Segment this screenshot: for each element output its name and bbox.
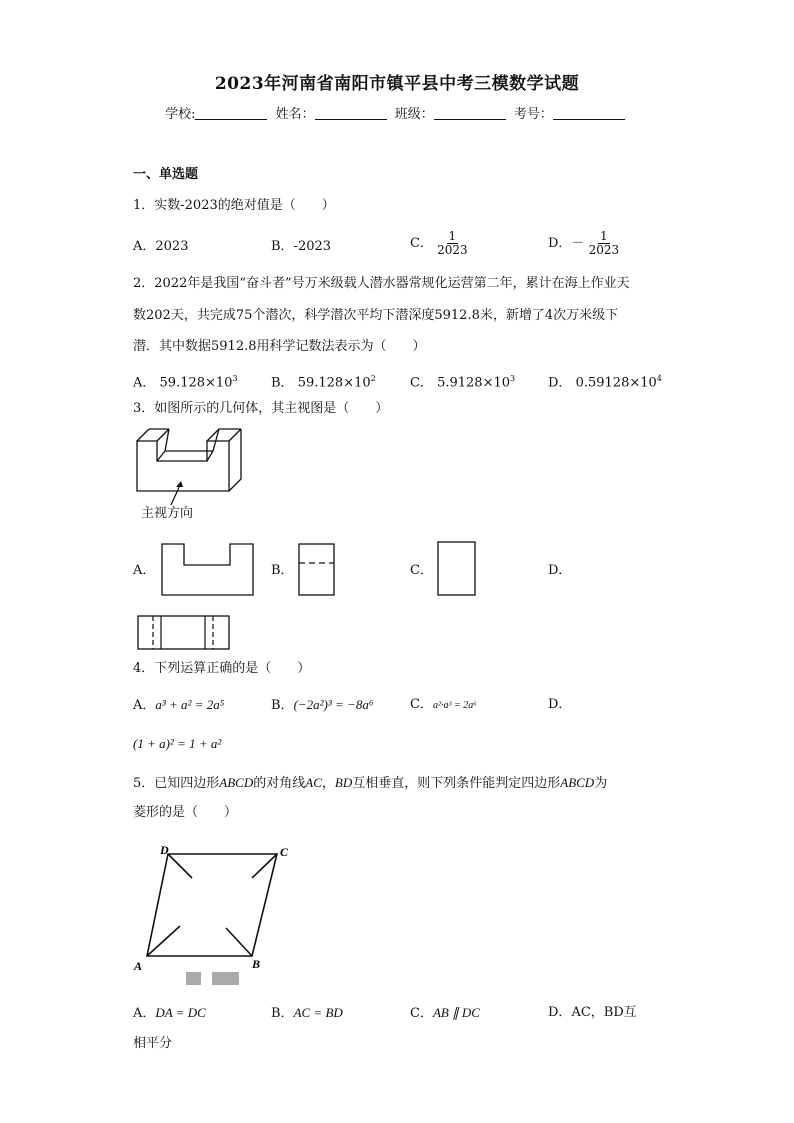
- q5-abcd-2: ABCD: [560, 775, 595, 790]
- school-blank[interactable]: [195, 107, 267, 120]
- q5-gray-block-2: [212, 972, 239, 985]
- q5-abcd: ABCD: [219, 775, 254, 790]
- q3-option-c-figure[interactable]: [437, 541, 477, 597]
- q3-option-c-label: C．: [410, 563, 433, 578]
- q5-option-c: [410, 1003, 480, 1024]
- q4-a-expression: a³ + a² = 2a⁵: [155, 697, 225, 712]
- q4-stem: 4．下列运算正确的是（ ）: [133, 661, 311, 676]
- q1-d-den: 2023: [588, 243, 620, 257]
- q2-line2: 数202天，共完成75个潜次，科学潜次平均下潜深度5912.8米，新增了4次万米级下: [133, 308, 619, 323]
- q4-c-prefix: C．: [410, 697, 433, 712]
- section-title: 一、单选题: [133, 167, 199, 182]
- q5-text-d: 为: [594, 776, 608, 791]
- q1-d-num: 1: [600, 229, 608, 243]
- q5-a-prefix: A．: [133, 1006, 156, 1021]
- q5-b-expression: AC = BD: [293, 1005, 343, 1020]
- q5-label-d: D: [160, 843, 169, 857]
- q5-text-b: 的对角线: [253, 776, 306, 791]
- q5-rhombus-figure: [130, 840, 290, 980]
- q2-c-value: 5.9128×10: [437, 375, 511, 391]
- q3-option-b-label: B．: [271, 563, 294, 578]
- q1-stem: 1．实数-2023的绝对值是（ ）: [133, 198, 335, 213]
- q2-b-exponent: 2: [370, 374, 376, 383]
- q3-option-d-label: D．: [548, 563, 572, 578]
- q5-d-prefix: D．: [548, 1005, 572, 1020]
- q5-bd: BD: [334, 775, 353, 790]
- q4-a-prefix: A．: [133, 698, 156, 713]
- q2-c-exponent: 3: [510, 374, 516, 383]
- q3-option-a-figure[interactable]: [161, 543, 255, 597]
- q3-option-a-label: A．: [133, 563, 156, 578]
- q3-option-d-figure[interactable]: [137, 615, 231, 651]
- q5-text-c: 互相垂直，则下列条件能判定四边形: [352, 776, 561, 791]
- q3-view-direction-label: 主视方向: [141, 506, 194, 521]
- q4-option-b: [271, 695, 373, 716]
- q4-option-d-expression: [133, 734, 221, 755]
- q2-d-value: 0.59128×10: [575, 375, 657, 391]
- q4-option-a: [133, 695, 224, 716]
- class-blank[interactable]: [434, 107, 506, 120]
- q5-option-d-continued: 相平分: [133, 1036, 173, 1051]
- q1-d-fraction: [589, 230, 620, 257]
- q2-line3: 潜．其中数据5912.8用科学记数法表示为（ ）: [133, 339, 426, 354]
- q2-b-value: 59.128×10: [297, 375, 371, 391]
- q1-c-den: 2023: [437, 243, 468, 257]
- q2-option-c: [410, 369, 515, 393]
- q1-c-prefix: C．: [410, 236, 433, 251]
- q2-line1: 2．2022年是我国“奋斗者”号万米级载人潜水器常规化运营第二年，累计在海上作业天: [133, 276, 630, 291]
- page-title: 2023年河南省南阳市镇平县中考三模数学试题: [214, 74, 580, 94]
- q5-d-expression: AC，BD互: [571, 1005, 637, 1020]
- number-blank[interactable]: [553, 107, 625, 120]
- q5-a-expression: DA = DC: [155, 1005, 206, 1020]
- q2-c-prefix: C．: [410, 375, 433, 391]
- q4-option-c: [410, 695, 477, 716]
- name-blank[interactable]: [315, 107, 387, 120]
- q3-stem: 3．如图所示的几何体，其主视图是（ ）: [133, 401, 389, 416]
- q2-d-prefix: D．: [548, 375, 572, 391]
- q5-ac: AC: [305, 775, 322, 790]
- q2-a-exponent: 3: [232, 374, 238, 383]
- q5-text-a: 5．已知四边形: [133, 776, 220, 791]
- q5-label-c: C: [280, 845, 289, 859]
- q1-d-prefix: D．－: [548, 236, 585, 251]
- q5-option-a: [133, 1003, 206, 1024]
- q1-option-c: [410, 230, 468, 257]
- class-label: 班级：: [394, 107, 434, 122]
- q2-d-exponent: 4: [656, 374, 662, 383]
- q4-b-expression: (−2a²)³ = −8a⁶: [293, 697, 374, 712]
- q4-b-prefix: B．: [271, 698, 294, 713]
- q2-a-prefix: A．: [133, 375, 156, 391]
- q5-c-prefix: C．: [410, 1006, 433, 1021]
- number-label: 考号：: [513, 107, 553, 122]
- name-label: 姓名：: [275, 107, 315, 122]
- q1-c-fraction: [437, 230, 468, 257]
- q5-c-expression: AB ∥ DC: [432, 1005, 480, 1020]
- q5-gray-block-1: [186, 972, 201, 985]
- q1-option-b: B．-2023: [271, 239, 332, 254]
- q5-label-b: B: [252, 957, 261, 971]
- q3-option-b-figure[interactable]: [298, 543, 336, 597]
- q5-line2: 菱形的是（ ）: [133, 805, 238, 820]
- q2-option-d: [548, 369, 662, 393]
- q5-option-b: [271, 1003, 343, 1024]
- q3-solid-figure: [133, 425, 245, 500]
- q1-option-a: A．2023: [133, 239, 189, 254]
- q2-option-a: [133, 369, 238, 393]
- q5-option-d: [548, 1003, 637, 1023]
- q2-option-b: [271, 369, 376, 393]
- student-info-line: [0, 103, 794, 122]
- q2-a-value: 59.128×10: [159, 375, 233, 391]
- q1-c-num: 1: [448, 229, 457, 243]
- q2-b-prefix: B．: [271, 375, 294, 391]
- q4-option-d-label: D．: [548, 697, 572, 712]
- school-label: 学校:: [165, 107, 196, 122]
- q5-b-prefix: B．: [271, 1006, 294, 1021]
- q5-comma: ，: [321, 776, 335, 791]
- q4-d-expression: (1 + a)² = 1 + a²: [133, 736, 222, 751]
- q4-c-expression: a²·a³ = 2a⁶: [432, 700, 477, 711]
- q5-line1: [133, 773, 607, 794]
- q1-option-d: [548, 230, 619, 257]
- q5-label-a: A: [134, 959, 143, 973]
